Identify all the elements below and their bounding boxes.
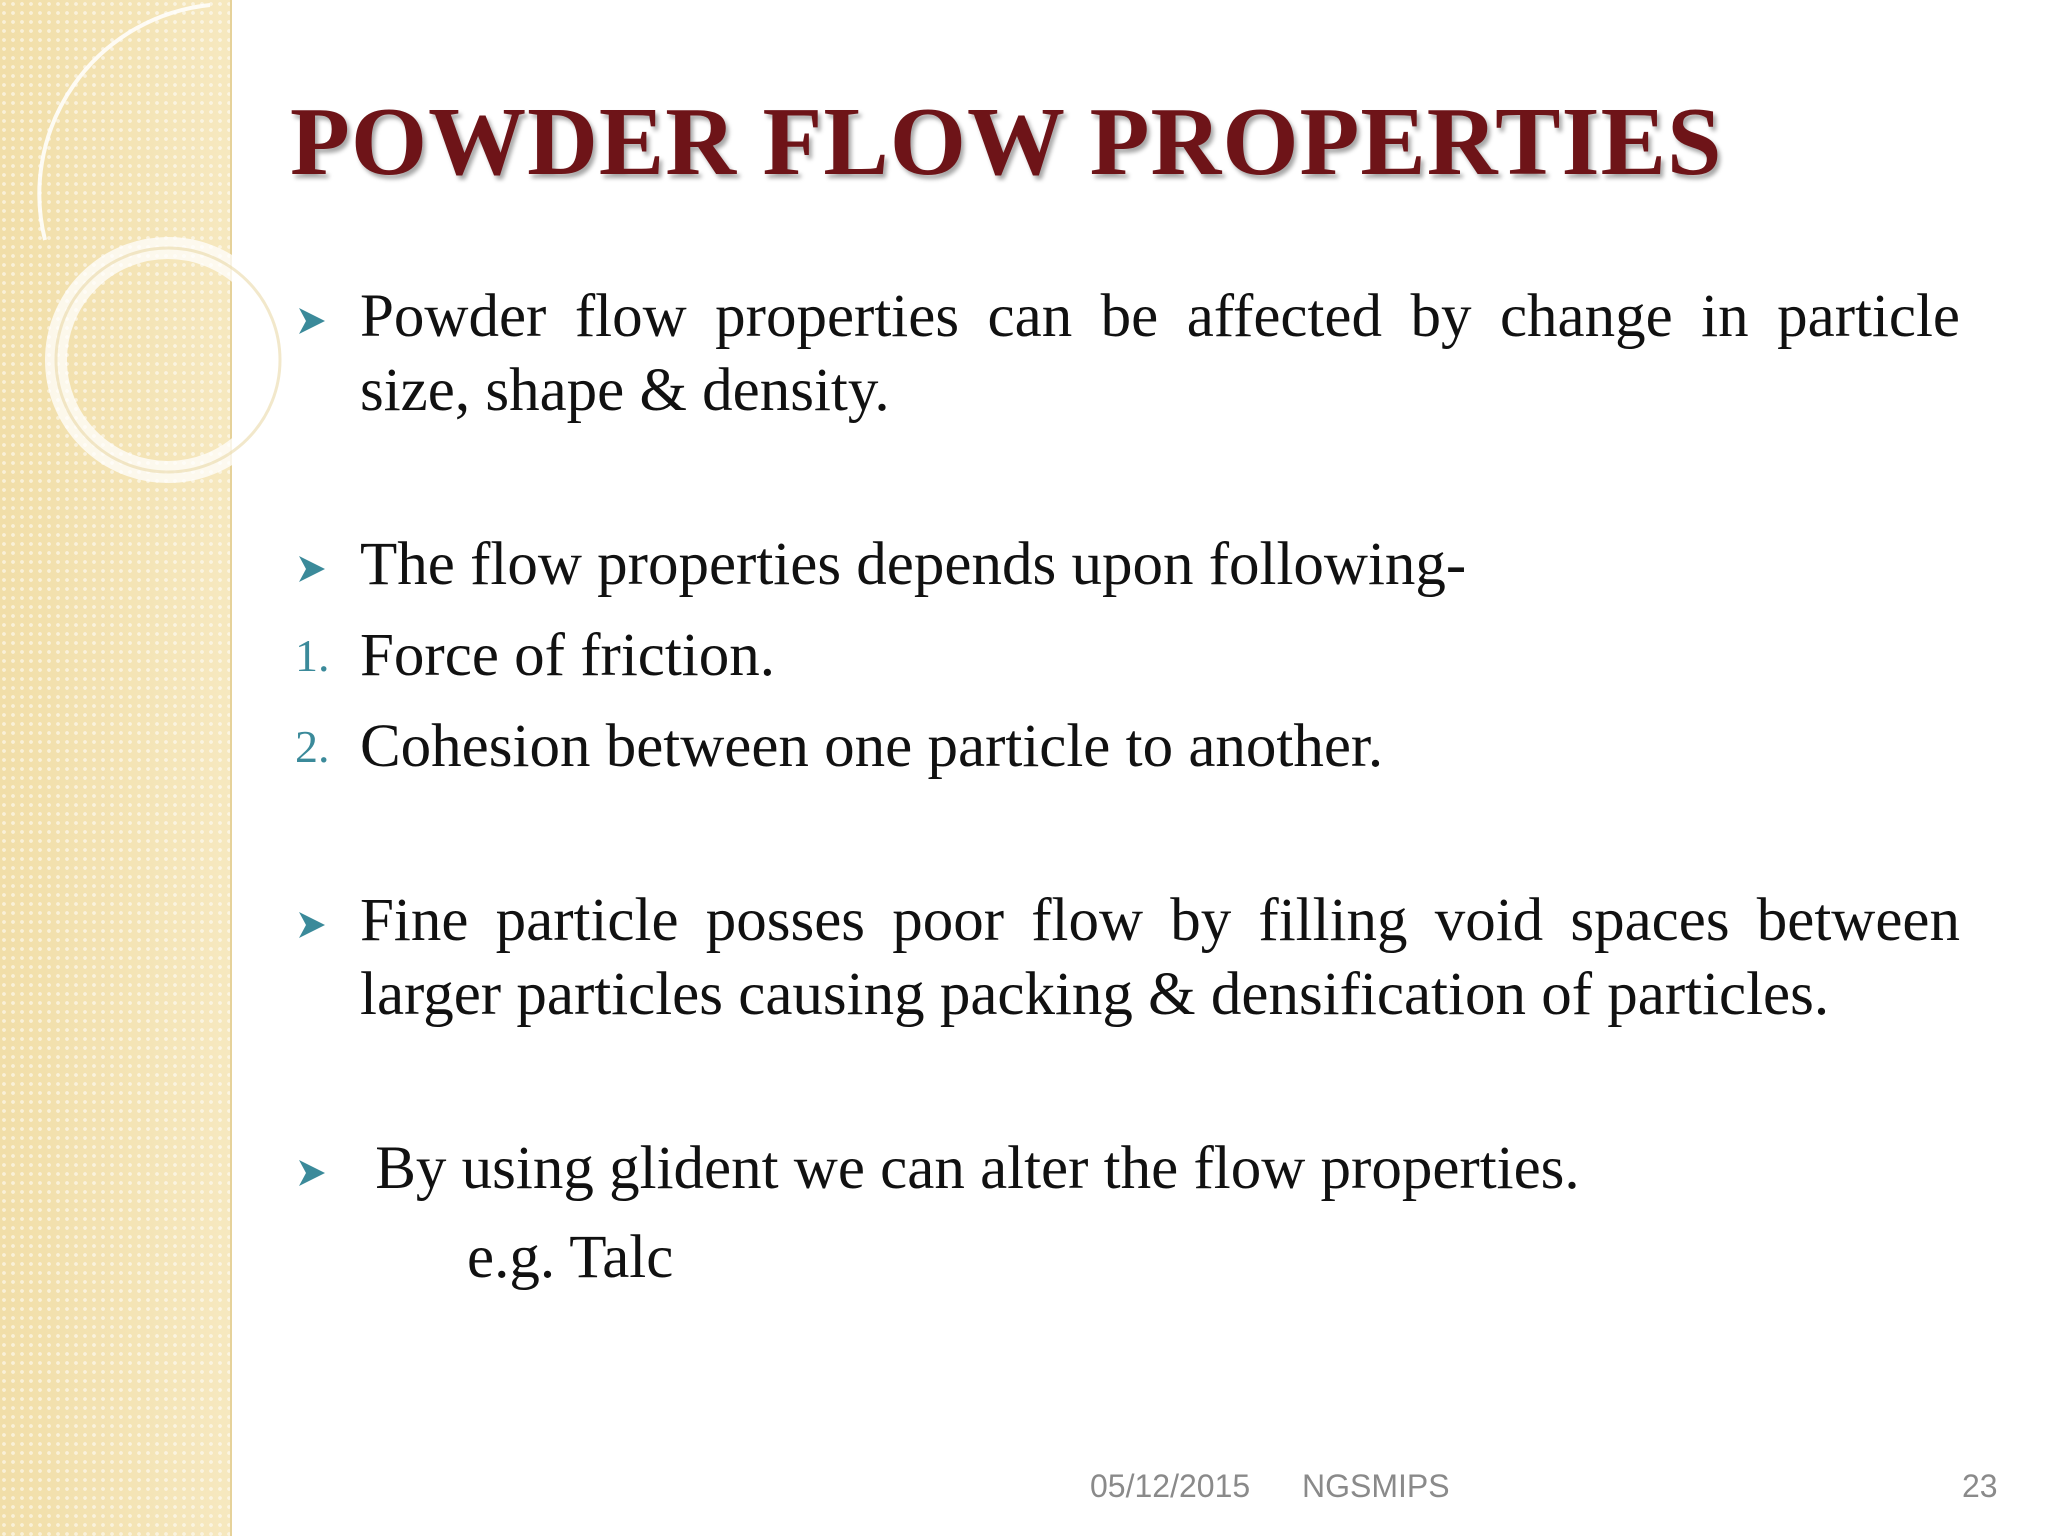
- bullet-item: [295, 528, 1960, 602]
- numbered-item-text: Force of friction.: [360, 622, 775, 689]
- footer-date: 05/12/2015: [1090, 1468, 1251, 1504]
- numbered-item: [295, 619, 1960, 693]
- arrow-bullet-icon: [295, 884, 355, 958]
- bullet-item: [295, 884, 1960, 1032]
- bullet-text: Fine particle posses poor flow by filling void spaces between larger particles causing packing & densification of particles.: [360, 887, 1960, 1028]
- footer-organization: NGSMIPS: [1302, 1468, 1450, 1504]
- arrow-bullet-icon: [295, 280, 355, 354]
- slide-number: 23: [1962, 1468, 1998, 1504]
- bullet-text: By using glident we can alter the flow properties.: [360, 1135, 1580, 1202]
- bullet-item: [295, 1132, 1960, 1206]
- bullet-text: The flow properties depends upon following-: [360, 531, 1467, 598]
- slide-title: POWDER FLOW PROPERTIES: [290, 88, 1723, 196]
- slide-content: [295, 280, 1960, 1295]
- bullet-text: Powder flow properties can be affected by change in particle size, shape & density.: [360, 283, 1960, 424]
- list-number: 1.: [295, 630, 330, 681]
- bullet-item: [295, 280, 1960, 428]
- arrow-bullet-icon: [295, 1132, 355, 1206]
- numbered-item: [295, 710, 1960, 784]
- arrow-bullet-icon: [295, 528, 355, 602]
- numbered-item-text: Cohesion between one particle to another.: [360, 713, 1384, 780]
- list-number: 2.: [295, 721, 330, 772]
- example-text: e.g. Talc: [467, 1224, 674, 1291]
